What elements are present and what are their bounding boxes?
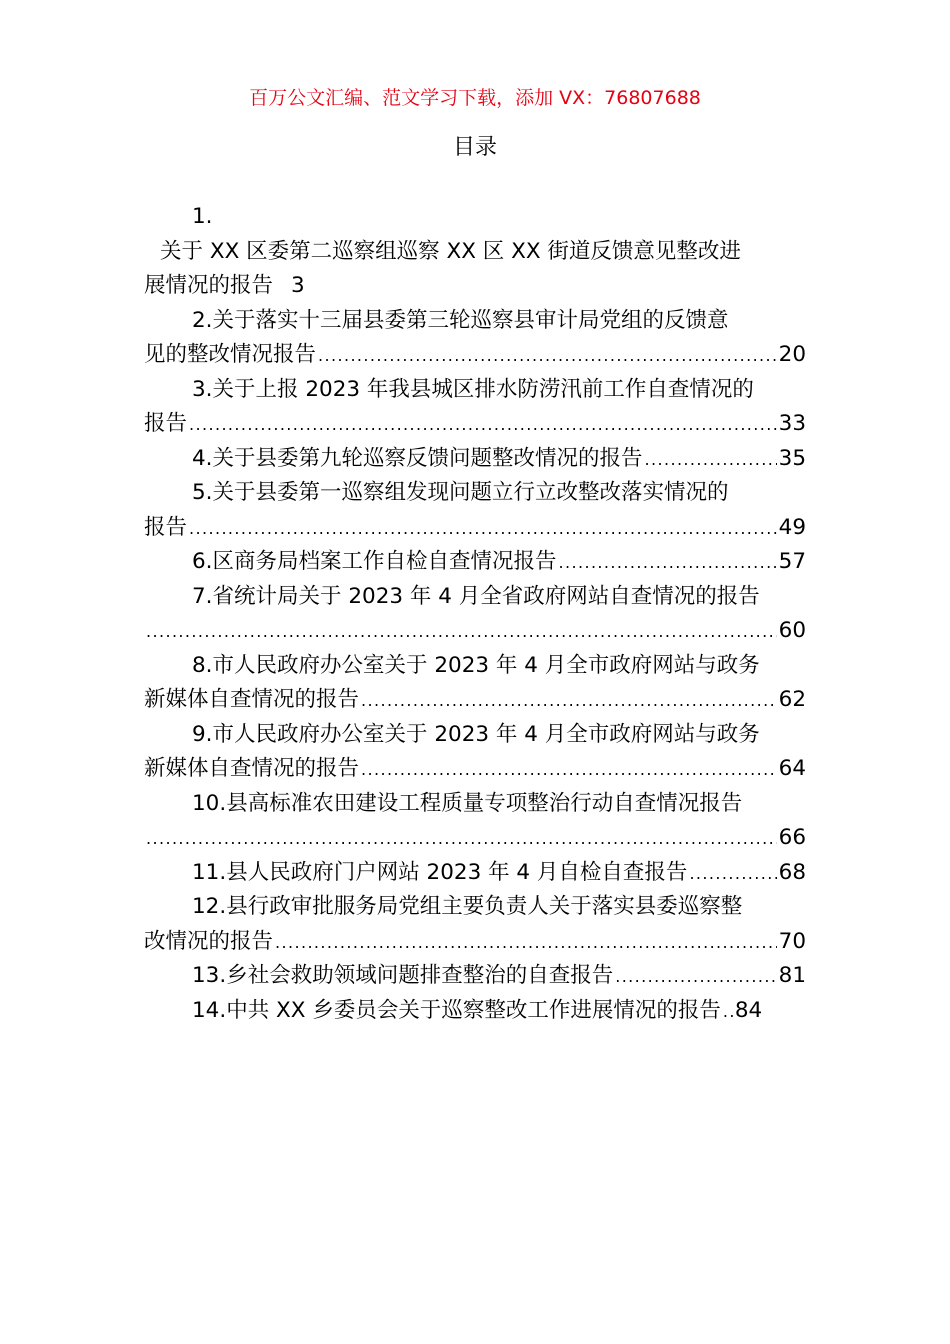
- toc-entry-14[interactable]: [144, 994, 806, 1029]
- promo-header: 百万公文汇编、范文学习下载，添加 VX：76807688: [249, 87, 701, 109]
- page-title: 目录: [452, 135, 497, 160]
- toc-entry-2-page: 20: [778, 342, 806, 367]
- toc-entry-3-title-line1[interactable]: 3.关于上报 2023 年我县城区排水防涝汛前工作自查情况的: [192, 376, 754, 402]
- toc-entry-12-title-line1[interactable]: 12.县行政审批服务局党组主要负责人关于落实县委巡察整: [192, 894, 743, 919]
- toc-entry-10-title-line1[interactable]: 10.县高标准农田建设工程质量专项整治行动自查情况报告: [192, 790, 743, 816]
- toc-entry-1-title-line2[interactable]: [144, 269, 806, 304]
- toc-entry-9-title-end: 新媒体自查情况的报告: [144, 756, 360, 781]
- toc-entry-1-number: 1.: [192, 204, 213, 229]
- toc-entry-8-title-line2[interactable]: [144, 683, 806, 718]
- toc-entry-4[interactable]: [144, 442, 806, 477]
- toc-entry-6-page: 57: [778, 549, 806, 574]
- toc-entry-5-title-line2[interactable]: [144, 511, 806, 546]
- dot-leader: [559, 546, 777, 580]
- toc-entry-6-title: 6.区商务局档案工作自检自查情况报告: [192, 549, 557, 574]
- dot-leader: [189, 512, 777, 546]
- dot-leader: [275, 926, 777, 960]
- toc-entry-13[interactable]: [144, 959, 806, 994]
- toc-entry-13-page: 81: [778, 963, 806, 988]
- toc-entry-9-title-line2[interactable]: [144, 752, 806, 787]
- toc-entry-10-title-line2[interactable]: [144, 821, 806, 856]
- toc-entry-2-title-end: 见的整改情况报告: [144, 342, 317, 367]
- table-of-contents: [144, 200, 806, 1028]
- dot-leader: [361, 684, 777, 718]
- toc-entry-5-title-end: 报告: [144, 514, 188, 540]
- toc-entry-1-title-end: 展情况的报告: [144, 273, 274, 298]
- toc-entry-12-title-end: 改情况的报告: [144, 928, 274, 954]
- dot-leader: [723, 995, 733, 1029]
- toc-entry-5-title-line1[interactable]: 5.关于县委第一巡察组发现问题立行立改整改落实情况的: [192, 480, 729, 505]
- toc-entry-7-page: 60: [778, 618, 806, 643]
- toc-entry-1-page: 3: [291, 273, 305, 298]
- toc-entry-7-title-line1[interactable]: 7.省统计局关于 2023 年 4 月全省政府网站自查情况的报告: [192, 583, 760, 609]
- toc-entry-5-page: 49: [778, 514, 806, 540]
- toc-entry-4-page: 35: [778, 445, 806, 471]
- dot-leader: [615, 960, 776, 994]
- dot-leader: [146, 822, 777, 856]
- dot-leader: [146, 615, 777, 649]
- toc-entry-14-title: 14.中共 XX 乡委员会关于巡察整改工作进展情况的报告: [192, 997, 721, 1023]
- toc-entry-8-title-line1[interactable]: 8.市人民政府办公室关于 2023 年 4 月全市政府网站与政务: [192, 652, 760, 678]
- toc-entry-3-page: 33: [778, 411, 806, 436]
- toc-entry-14-page: 84: [734, 997, 763, 1023]
- toc-entry-12-title-line2[interactable]: [144, 925, 806, 960]
- dot-leader: [645, 443, 777, 477]
- toc-entry-6[interactable]: [144, 545, 806, 580]
- dot-leader: [361, 753, 777, 787]
- toc-entry-3-title-line2[interactable]: [144, 407, 806, 442]
- toc-entry-4-title: 4.关于县委第九轮巡察反馈问题整改情况的报告: [192, 445, 643, 471]
- toc-entry-2-title-line1[interactable]: 2.关于落实十三届县委第三轮巡察县审计局党组的反馈意: [192, 307, 729, 333]
- toc-entry-13-title: 13.乡社会救助领域问题排查整治的自查报告: [192, 963, 614, 988]
- toc-entry-10-page: 66: [778, 825, 806, 850]
- dot-leader: [189, 408, 777, 442]
- dot-leader: [318, 339, 777, 373]
- toc-entry-2-title-line2[interactable]: [144, 338, 806, 373]
- toc-entry-8-page: 62: [778, 687, 806, 712]
- toc-entry-11[interactable]: [144, 856, 806, 891]
- toc-entry-12-page: 70: [778, 928, 806, 954]
- toc-entry-11-page: 68: [778, 859, 806, 885]
- toc-entry-8-title-end: 新媒体自查情况的报告: [144, 687, 360, 712]
- toc-entry-9-title-line1[interactable]: 9.市人民政府办公室关于 2023 年 4 月全市政府网站与政务: [192, 721, 760, 747]
- toc-entry-1-title-line1[interactable]: 关于 XX 区委第二巡察组巡察 XX 区 XX 街道反馈意见整改进: [160, 238, 741, 264]
- toc-entry-11-title: 11.县人民政府门户网站 2023 年 4 月自检自查报告: [192, 859, 688, 885]
- toc-entry-7-title-line2[interactable]: [144, 614, 806, 649]
- toc-entry-9-page: 64: [778, 756, 806, 781]
- toc-entry-3-title-end: 报告: [144, 411, 188, 436]
- dot-leader: [689, 857, 776, 891]
